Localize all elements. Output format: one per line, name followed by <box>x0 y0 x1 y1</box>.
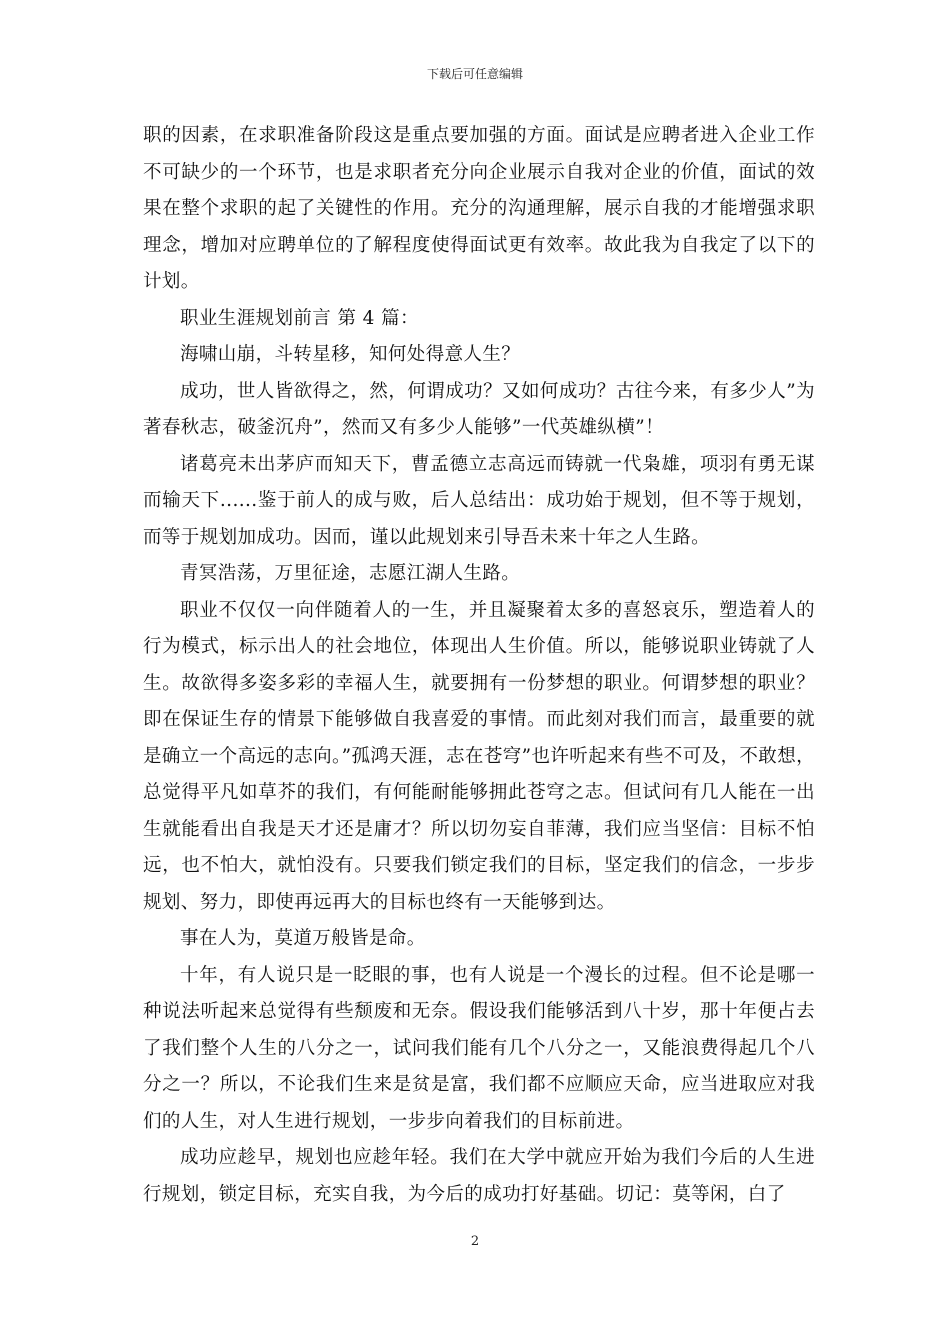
paragraph: 职业不仅仅一向伴随着人的一生，并且凝聚着太多的喜怒哀乐，塑造着人的行为模式，标示出人的社会地位，体现出人生价值。所以，能够说职业铸就了人生。故欲得多姿多彩的幸福人生，就要拥有一份梦想的职业。何谓梦想的职业？即在保证生存的情景下能够做自我喜爱的事情。而此刻对我们而言，最重要的就是确立一个高远的志向。”孤鸿天涯，志在苍穹”也许听起来有些不可及，不敢想，总觉得平凡如草芥的我们，有何能耐能够拥此苍穹之志。但试问有几人能在一出生就能看出自我是天才还是庸才？所以切勿妄自菲薄，我们应当坚信：目标不怕远，也不怕大，就怕没有。只要我们锁定我们的目标，坚定我们的信念，一步步规划、努力，即使再远再大的目标也终有一天能够到达。 <box>143 599 815 913</box>
paragraph: 海啸山崩，斗转星移，知何处得意人生？ <box>180 344 521 365</box>
paragraph: 职的因素，在求职准备阶段这是重点要加强的方面。面试是应聘者进入企业工作不可缺少的一个环节，也是求职者充分向企业展示自我对企业的价值，面试的效果在整个求职的起了关键性的作用。充分的沟通理解，展示自我的才能增强求职理念，增加对应聘单位的了解程度使得面试更有效率。故此我为自我定了以下的计划。 <box>143 125 815 292</box>
paragraph: 事在人为，莫道万般皆是命。 <box>180 928 426 949</box>
page-number: 2 <box>470 1234 480 1249</box>
paragraph: 诸葛亮未出茅庐而知天下，曹孟德立志高远而铸就一代枭雄，项羽有勇无谋而输天下......鉴于前人的成与败，后人总结出：成功始于规划，但不等于规划，而等于规划加成功。因而，谨以此规划来引导吾未来十年之人生路。 <box>143 453 815 548</box>
page-header: 下载后可任意编辑 <box>426 67 523 81</box>
paragraph: 成功应趁早，规划也应趁年轻。我们在大学中就应开始为我们今后的人生进行规划，锁定目标，充实自我，为今后的成功打好基础。切记：莫等闲，白了 <box>143 1147 815 1205</box>
document-body <box>143 118 815 1213</box>
section-heading: 职业生涯规划前言 第 4 篇： <box>180 307 419 329</box>
paragraph: 十年，有人说只是一眨眼的事，也有人说是一个漫长的过程。但不论是哪一种说法听起来总觉得有些颓废和无奈。假设我们能够活到八十岁，那十年便占去了我们整个人生的八分之一，试问我们能有几个八分之一，又能浪费得起几个八分之一？所以，不论我们生来是贫是富，我们都不应顺应天命，应当进取应对我们的人生，对人生进行规划，一步步向着我们的目标前进。 <box>143 964 815 1132</box>
paragraph: 成功，世人皆欲得之，然，何谓成功？又如何成功？古往今来，有多少人”为著春秋志，破釜沉舟”，然而又有多少人能够”一代英雄纵横”！ <box>143 380 815 438</box>
paragraph: 青冥浩荡，万里征途，志愿江湖人生路。 <box>180 563 521 584</box>
